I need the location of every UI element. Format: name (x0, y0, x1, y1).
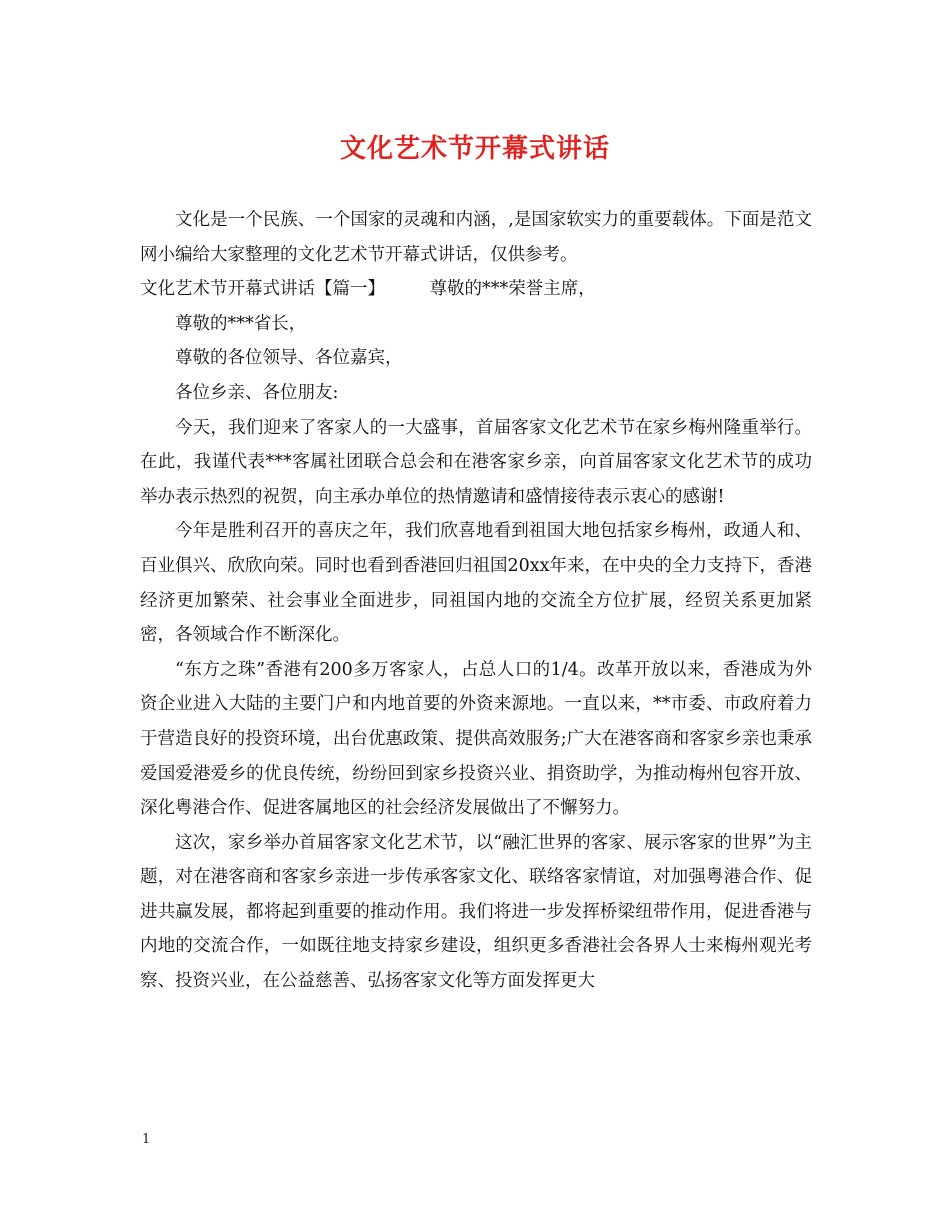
document-title: 文化艺术节开幕式讲话 (339, 134, 610, 164)
section-heading-line (140, 272, 812, 307)
salutation-leaders-guests: 尊敬的各位领导、各位嘉宾， (175, 348, 403, 369)
section-heading: 文化艺术节开幕式讲话【篇一】 (140, 279, 385, 300)
document-body (140, 203, 812, 999)
salutation-friends: 各位乡亲、各位朋友: (175, 382, 339, 403)
body-paragraph-4: 这次，家乡举办首届客家文化艺术节，以“融汇世界的客家、展示客家的世界”为主题，对在港客商和客家乡亲进一步传承客家文化、联络客家情谊，对加强粤港合作、促进共赢发展，都将起到重要的推动作用。我们将进一步发挥桥梁纽带作用，促进香港与内地的交流合作，一如既往地支持家乡建设，组织更多香港社会各界人士来梅州观光考察、投资兴业，在公益慈善、弘扬客家文化等方面发挥更大 (140, 832, 812, 992)
page-number: 1 (142, 1132, 151, 1147)
body-paragraph-1: 今天，我们迎来了客家人的一大盛事，首届客家文化艺术节在家乡梅州隆重举行。在此，我谨代表***客属社团联合总会和在港客家乡亲，向首届客家文化艺术节的成功举办表示热烈的祝贺，向主承办单位的热情邀请和盛情接待表示衷心的感谢! (140, 417, 812, 507)
intro-paragraph: 文化是一个民族、一个国家的灵魂和内涵，,是国家软实力的重要载体。下面是范文网小编给大家整理的文化艺术节开幕式讲话，仅供参考。 (140, 210, 812, 265)
salutation-honorary-chairman: 尊敬的***荣誉主席， (429, 279, 596, 300)
body-paragraph-2: 今年是胜利召开的喜庆之年，我们欣喜地看到祖国大地包括家乡梅州，政通人和、百业俱兴、欣欣向荣。同时也看到香港回归祖国20xx年来，在中央的全力支持下，香港经济更加繁荣、社会事业全面进步，同祖国内地的交流全方位扩展，经贸关系更加紧密，各领域合作不断深化。 (140, 521, 813, 646)
body-paragraph-3: “东方之珠”香港有200多万客家人，占总人口的1/4。改革开放以来，香港成为外资企业进入大陆的主要门户和内地首要的外资来源地。一直以来，**市委、市政府着力于营造良好的投资环境，出台优惠政策、提供高效服务;广大在港客商和客家乡亲也秉承爱国爱港爱乡的优良传统，纷纷回到家乡投资兴业、捐资助学，为推动梅州包容开放、深化粤港合作、促进客属地区的社会经济发展做出了不懈努力。 (140, 659, 812, 819)
salutation-governor: 尊敬的***省长， (175, 313, 307, 334)
